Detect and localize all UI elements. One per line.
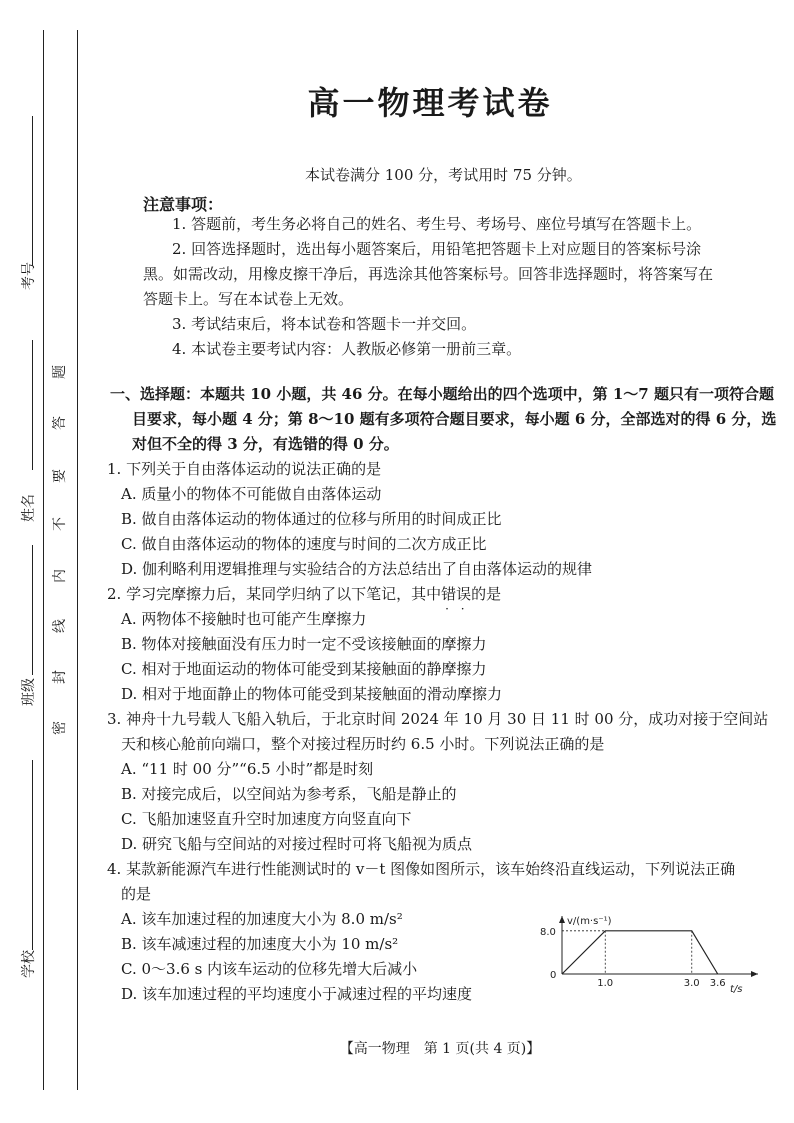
option: D. 研究飞船与空间站的对接过程时可将飞船视为质点 bbox=[121, 835, 473, 853]
answer-line-exam-number bbox=[32, 116, 33, 266]
x-tick-label: 3.0 bbox=[683, 978, 700, 989]
binding-line-outer bbox=[43, 30, 44, 1090]
answer-line-school bbox=[32, 760, 33, 950]
option: C. 0～3.6 s 内该车运动的位移先增大后减小 bbox=[121, 960, 418, 978]
x-tick-label: 1.0 bbox=[597, 978, 614, 989]
x-axis-label: t/s bbox=[730, 984, 743, 995]
note-line: 1. 答题前，考生务必将自己的姓名、考生号、考场号、座位号填写在答题卡上。 bbox=[172, 215, 702, 233]
option: D. 伽利略利用逻辑推理与实验结合的方法总结出了自由落体运动的规律 bbox=[121, 560, 593, 578]
option: D. 该车加速过程的平均速度小于减速过程的平均速度 bbox=[121, 985, 473, 1003]
answer-line-class bbox=[32, 545, 33, 675]
field-exam-number-label: 考号 bbox=[21, 262, 37, 290]
origin-label: 0 bbox=[550, 970, 557, 981]
option: A. 两物体不接触时也可能产生摩擦力 bbox=[121, 610, 367, 628]
answer-line-name bbox=[32, 340, 33, 470]
option: C. 飞船加速竖直升空时加速度方向竖直向下 bbox=[121, 810, 412, 828]
option: B. 做自由落体运动的物体通过的位移与所用的时间成正比 bbox=[121, 510, 502, 528]
note-line: 黑。如需改动，用橡皮擦干净后，再选涂其他答案标号。回答非选择题时，将答案写在 bbox=[143, 265, 714, 283]
x-tick-label: 3.6 bbox=[709, 978, 726, 989]
x-axis-arrow bbox=[751, 971, 758, 977]
question-stem: 2. 学习完摩擦力后，某同学归纳了以下笔记，其中错误 · ·的是 bbox=[107, 582, 501, 607]
option: A. 质量小的物体不可能做自由落体运动 bbox=[121, 485, 382, 503]
series-line bbox=[562, 931, 718, 974]
option: A. 该车加速过程的加速度大小为 8.0 m/s² bbox=[121, 910, 403, 928]
section-header bbox=[110, 382, 782, 457]
option: C. 做自由落体运动的物体的速度与时间的二次方成正比 bbox=[121, 535, 487, 553]
note-line: 答题卡上。写在本试卷上无效。 bbox=[143, 290, 354, 308]
option: D. 相对于地面静止的物体可能受到某接触面的滑动摩擦力 bbox=[121, 685, 503, 703]
option: B. 对接完成后，以空间站为参考系，飞船是静止的 bbox=[121, 785, 457, 803]
emphasis-mark: 错误 · · bbox=[441, 585, 471, 603]
y-tick-label: 8.0 bbox=[540, 926, 556, 938]
option: C. 相对于地面运动的物体可能受到某接触面的静摩擦力 bbox=[121, 660, 487, 678]
page-footer: 【高一物理 第 1 页(共 4 页)】 bbox=[339, 1041, 541, 1057]
notes-title: 注意事项： bbox=[143, 195, 224, 214]
question-stem: 1. 下列关于自由落体运动的说法正确的是 bbox=[107, 460, 382, 478]
section-line: 一、选择题：本题共 10 小题，共 46 分。在每小题给出的四个选项中，第 1～7 题只有一项符合题 bbox=[110, 385, 774, 403]
option: A. “11 时 00 分”“6.5 小时”都是时刻 bbox=[121, 760, 374, 778]
note-line: 4. 本试卷主要考试内容：人教版必修第一册前三章。 bbox=[172, 340, 522, 358]
section-line: 目要求，每小题 4 分；第 8～10 题有多项符合题目要求，每小题 6 分，全部选对的得 6 分，选 bbox=[132, 410, 777, 428]
option: B. 物体对接触面没有压力时一定不受该接触面的摩擦力 bbox=[121, 635, 487, 653]
exam-intro: 本试卷满分 100 分，考试用时 75 分钟。 bbox=[305, 166, 582, 184]
question-stem: 的是 bbox=[121, 885, 152, 903]
note-line: 2. 回答选择题时，选出每小题答案后，用铅笔把答题卡上对应题目的答案标号涂 bbox=[172, 240, 702, 258]
question-stem: 天和核心舱前向端口，整个对接过程历时约 6.5 小时。下列说法正确的是 bbox=[121, 735, 605, 753]
y-axis-label: v/(m·s⁻¹) bbox=[567, 916, 612, 927]
section-line: 对但不全的得 3 分，有选错的得 0 分。 bbox=[132, 435, 399, 453]
vt-graph bbox=[540, 912, 770, 1002]
y-axis-arrow bbox=[559, 916, 565, 923]
question-stem: 4. 某款新能源汽车进行性能测试时的 v－t 图像如图所示，该车始终沿直线运动，下列说法正确 bbox=[107, 860, 736, 878]
field-name-label: 姓名 bbox=[21, 494, 37, 522]
binding-line-inner bbox=[77, 30, 78, 1090]
field-class-label: 班级 bbox=[21, 678, 37, 706]
exam-page: 考号 姓名 班级 学校 题 答 要 不 内 线 封 密 高一物理考试卷 本试卷满分 100 分，考试用时 75 分钟。 注意事项： 1. 答题前，考生务必将自己的姓名、考生号、考场号、座位号填写在答题卡上。 2. 回答选择题时，选出每小题答案后，用铅笔把答题卡上对应题目的答案标号涂 黑。如需改动，用橡皮擦干净后，再选涂其他答案标号。回答非选择题时，将答案写在 答题卡上。写在本试卷上无效。 3. 考试结束后，将本试卷和答题卡一并交回。 4. 本试卷主要考试内容：人教版必修第一册前三章。 一、选择题：本题共 10 小题，共 46 分。在每小题给出的四个选项中，第 1～7 题只有一项符合题 目要求，每小题 4 分；第 8～10 题有多项符合题目要求，每小题 6 分，全部选对的得 6 分，选 对但不全的得 3 分，有选错的得 0 分。 1. 下列关于自由落体运动的说法正确的是 A. 质量小的物体不可能做自由落体运动 B. 做自由落体运动的物体通过的位移与所用的时间成正比 C. 做自由落体运动的物体的速度与时间的二次方成正比 D. 伽利略利用逻辑推理与实验结合的方法总结出了自由落体运动的规律 2. 学习完摩擦力后，某同学归纳了以下笔记，其中错误 · ·的是 A. 两物体不接触时也可能产生摩擦力 B. 物体对接触面没有压力时一定不受该接触面的摩擦力 C. 相对于地面运动的物体可能受到某接触面的静摩擦力 D. 相对于地面静止的物体可能受到某接触面的滑动摩擦力 3. 神舟十九号载人飞船入轨后，于北京时间 2024 年 10 月 30 日 11 时 00 分，成功对接于空间站 天和核心舱前向端口，整个对接过程历时约 6.5 小时。下列说法正确的是 A. “11 时 00 分”“6.5 小时”都是时刻 B. 对接完成后，以空间站为参考系，飞船是静止的 C. 飞船加速竖直升空时加速度方向竖直向下 D. 研究飞船与空间站的对接过程时可将飞船视为质点 4. 某款新能源汽车进行性能测试时的 v－t 图像如图所示，该车始终沿直线运动，下列说法正确 的是 A. 该车加速过程的加速度大小为 8.0 m/s² B. 该车减速过程的加速度大小为 10 m/s² C. 0～3.6 s 内该车运动的位移先增大后减小 D. 该车加速过程的平均速度小于减速过程的平均速度 1.0 3.0 3.6 8.0 v/(m·s⁻¹) t/s 0 【高一物理 第 1 页(共 4 页)】 bbox=[0, 0, 794, 1123]
note-line: 3. 考试结束后，将本试卷和答题卡一并交回。 bbox=[172, 315, 477, 333]
field-school-label: 学校 bbox=[21, 950, 37, 978]
question-stem: 3. 神舟十九号载人飞船入轨后，于北京时间 2024 年 10 月 30 日 11 时 00 分，成功对接于空间站 bbox=[107, 710, 769, 728]
page-title: 高一物理考试卷 bbox=[307, 84, 553, 122]
option: B. 该车减速过程的加速度大小为 10 m/s² bbox=[121, 935, 399, 953]
